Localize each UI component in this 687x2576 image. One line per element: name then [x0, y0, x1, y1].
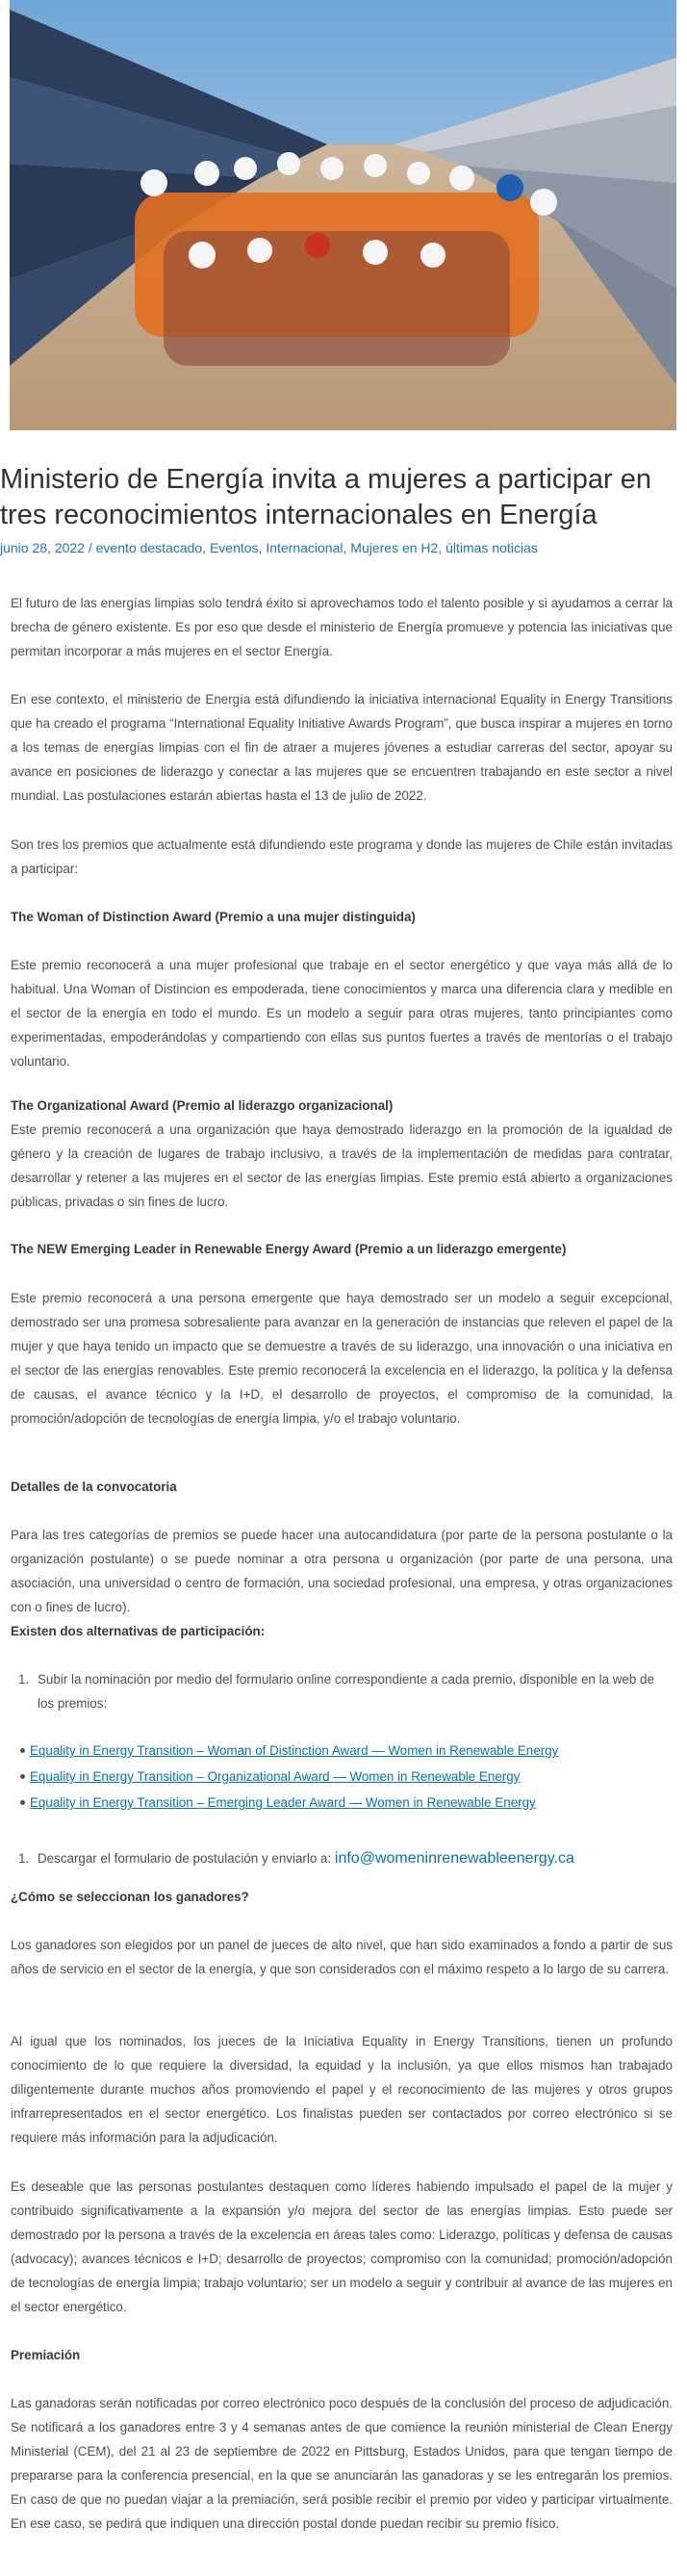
hero-image	[10, 0, 676, 430]
award-link-emerging-leader[interactable]: Equality in Energy Transition – Emerging Leader Award — Women in Renewable Energy	[30, 1795, 536, 1810]
section-heading: Existen dos alternativas de participación:	[11, 1624, 266, 1638]
category-link[interactable]: evento destacado	[95, 540, 203, 555]
post-meta: junio 28, 2022 / evento destacado, Eventos, Internacional, Mujeres en H2, últimas noticias	[0, 540, 538, 555]
list-text: Subir la nominación por medio del formulario online correspondiente a cada premio, disponible en la web de los premios:	[38, 1672, 654, 1711]
paragraph: Los ganadores son elegidos por un panel de jueces de alto nivel, que han sido examinados a fondo a partir de sus años de servicio en el sector de la energía, y que son considerados con el máximo respeto a lo largo de su carrera.	[11, 1938, 673, 1976]
email-link[interactable]: info@womeninrenewableenergy.ca	[334, 1850, 574, 1867]
award-link-woman[interactable]: Equality in Energy Transition – Woman of Distinction Award — Women in Renewable Energy	[30, 1743, 559, 1758]
list-number: 1.	[18, 1851, 30, 1866]
bullet-icon	[20, 1748, 25, 1753]
list-item	[11, 1765, 673, 1790]
category-link[interactable]: Mujeres en H2	[350, 540, 439, 555]
paragraph: Este premio reconocerá a una persona emergente que haya demostrado ser un modelo a seguir excepcional, demostrado ser una promesa sobresaliente para avanzar en la generación de instancias que releven el papel de la mujer y que haya tenido un impacto que se demuestre a través de su liderazgo, una innovación o una iniciativa en el sector de las energías renovables. Este premio reconocerá la excelencia en el liderazgo, la política y la defensa de causas, el avance técnico y la I+D, el desarrollo de proyectos, el compromiso de la comunidad, la promoción/adopción de tecnologías de energía limpia, y/o el trabajo voluntario.	[11, 1291, 673, 1426]
section-heading: The Organizational Award (Premio al liderazgo organizacional)	[11, 1098, 394, 1113]
post-date[interactable]: junio 28, 2022	[0, 540, 85, 555]
paragraph: Este premio reconocerá a una mujer profesional que trabaje en el sector energético y que vaya más allá de lo habitual. Una Woman of Distincion es empoderada, tiene conocimientos y marca una diferencia clara y medible en el sector de la energía en todo el mundo. Es un modelo a seguir para otras mujeres, tanto principiantes como experimentadas, empoderándolas y compartiendo con ellas sus puntos fuertes a través de mentorías o el trabajo voluntario.	[11, 958, 673, 1069]
paragraph: En ese contexto, el ministerio de Energía está difundiendo la iniciativa internacional Equality in Energy Transitions que ha creado el programa “International Equality Initiative Awards Program”, que busca inspirar a mujeres en torno a los temas de energías limpias con el fin de atraer a mujeres jóvenes a estudiar carreras del sector, apoyar su avance en posiciones de liderazgo y conectar a las mujeres que se encuentren trabajando en este sector a nivel mundial. Las postulaciones estarán abiertas hasta el 13 de julio de 2022.	[11, 692, 673, 803]
section-heading: The Woman of Distinction Award (Premio a una mujer distinguida)	[11, 910, 416, 924]
paragraph: Las ganadoras serán notificadas por correo electrónico poco después de la conclusión del proceso de adjudicación. Se notificará a los ganadores entre 3 y 4 semanas antes de que comience la reunión ministerial de Clean Energy Ministerial (CEM), del 21 al 23 de septiembre de 2022 en Pittsburg, Estados Unidos, para que tengan tiempo de prepararse para la conferencia presencial, en la que se anunciarán las ganadoras y se les entregarán los premios. En caso de que no puedan viajar a la premiación, será posible recibir el premio por video y participar virtualmente. En ese caso, se pedirá que indiquen una dirección postal donde puedan recibir su premio físico.	[11, 2396, 673, 2531]
list-text: Descargar el formulario de postulación y enviarlo a:	[38, 1851, 332, 1866]
bullet-icon	[20, 1774, 25, 1779]
bullet-icon	[20, 1800, 25, 1805]
paragraph: Son tres los premios que actualmente está difundiendo este programa y donde las mujeres de Chile están invitadas a participar:	[11, 837, 673, 876]
list-number: 1.	[18, 1672, 30, 1687]
list-item	[11, 1739, 673, 1765]
section-heading: ¿Cómo se seleccionan los ganadores?	[11, 1890, 249, 1904]
section-heading: Premiación	[11, 2348, 81, 2362]
award-links-list	[11, 1739, 673, 1816]
paragraph: El futuro de las energías limpias solo tendrá éxito si aprovechamos todo el talento posible y si ayudamos a cerrar la brecha de género existente. Es por eso que desde el ministerio de Energía promueve y potencia las iniciativas que permitan incorporar a más mujeres en el sector Energía.	[11, 596, 673, 658]
paragraph: Al igual que los nominados, los jueces de la Iniciativa Equality in Energy Transitions, tienen un profundo conocimiento de lo que requiere la diversidad, la equidad y la inclusión, ya que ellos mismos han trabajado diligentemente durante muchos años promoviendo el papel y el reconocimiento de las mujeres y otros grupos infrarrepresentados en el sector energético. Los finalistas pueden ser contactados por correo electrónico si se requiere más información para la adjudicación.	[11, 2034, 673, 2145]
list-item	[11, 1790, 673, 1816]
paragraph: Es deseable que las personas postulantes destaquen como líderes habiendo impulsado el papel de la mujer y contribuido significativamente a la expansión y/o mejora del sector de las energías limpias. Esto puede ser demostrado por la persona a través de la excelencia en áreas tales como: Liderazgo, políticas y defensa de causas (advocacy); avances técnicos e I+D; desarrollo de proyectos; compromiso con la comunidad; promoción/adopción de tecnologías de energía limpia; trabajo voluntario; ser un modelo a seguir y contribuir al avance de las mujeres en el sector energético.	[11, 2179, 673, 2314]
paragraph: Para las tres categorías de premios se puede hacer una autocandidatura (por parte de la persona postulante o la organización postulante) o se puede nominar a otra persona u organización (por parte de una persona, una asociación, una universidad o centro de formación, una sociedad profesional, una empresa, y otras organizaciones con o fines de lucro).	[11, 1528, 673, 1614]
category-link[interactable]: Internacional	[266, 540, 344, 555]
section-heading: The NEW Emerging Leader in Renewable Energy Award (Premio a un liderazgo emergente)	[11, 1242, 567, 1256]
list-text-wrapper	[38, 1846, 574, 1870]
category-link[interactable]: Eventos	[209, 540, 259, 555]
award-link-organizational[interactable]: Equality in Energy Transition – Organizational Award — Women in Renewable Energy	[30, 1769, 521, 1784]
paragraph: Este premio reconocerá a una organización que haya demostrado liderazgo en la promoción de la igualdad de género y la creación de lugares de trabajo inclusivo, a través de la implementación de medidas para contratar, desarrollar y retener a las mujeres en el sector de las energías limpias. Este premio está abierto a organizaciones públicas, privadas o sin fines de lucro.	[11, 1122, 673, 1209]
section-heading: Detalles de la convocatoria	[11, 1480, 177, 1494]
page-title: Ministerio de Energía invita a mujeres a participar en tres reconocimientos internacionales en Energía	[0, 464, 651, 530]
solar-field-photo	[10, 0, 676, 430]
meta-separator: /	[84, 540, 96, 555]
category-link[interactable]: últimas noticias	[445, 540, 538, 555]
